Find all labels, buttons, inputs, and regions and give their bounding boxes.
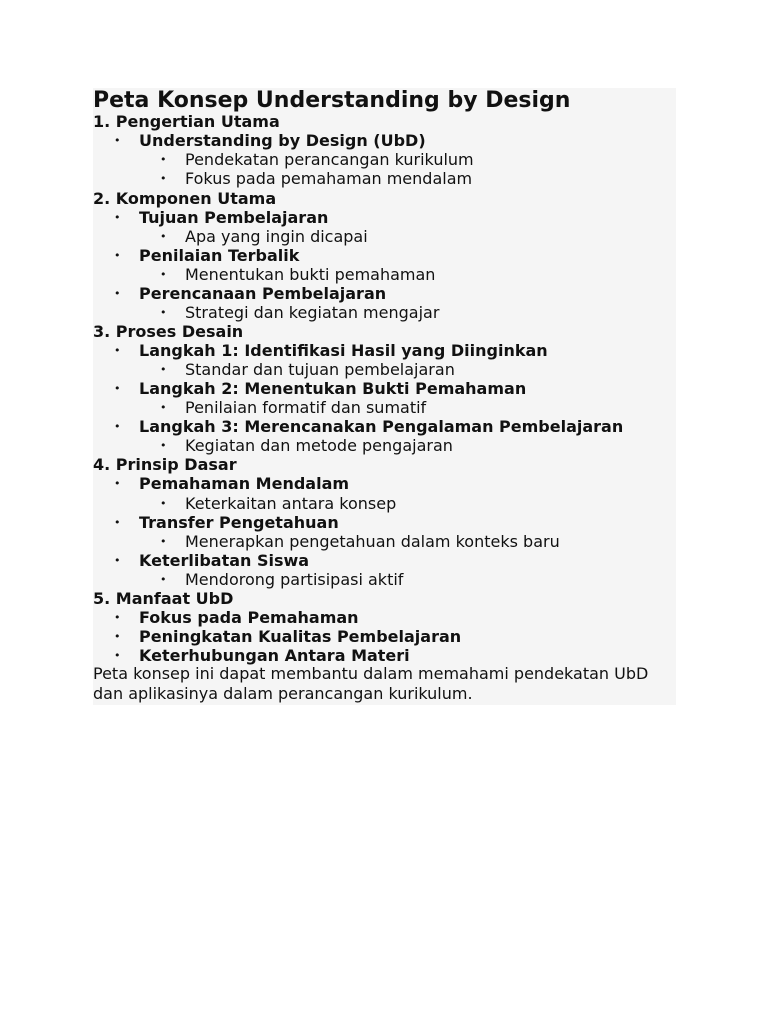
list-item (114, 417, 624, 436)
bullet-icon: • (114, 611, 121, 624)
section-heading: 1. Pengertian Utama (93, 112, 280, 131)
bullet-icon: • (160, 230, 167, 243)
section-heading: 3. Proses Desain (93, 322, 244, 341)
sub-list-item-label: Penilaian formatif dan sumatif (185, 398, 427, 417)
bullet-icon: • (114, 134, 121, 147)
list-item (114, 379, 527, 398)
list-item (114, 341, 548, 360)
sub-list-item (160, 570, 404, 589)
bullet-icon: • (114, 477, 121, 490)
sub-list-item (160, 360, 455, 379)
bullet-icon: • (160, 401, 167, 414)
page-title: Peta Konsep Understanding by Design (93, 88, 571, 113)
sub-list-item-label: Pendekatan perancangan kurikulum (185, 150, 474, 169)
bullet-icon: • (160, 497, 167, 510)
bullet-icon: • (114, 287, 121, 300)
section-heading: 4. Prinsip Dasar (93, 455, 237, 474)
bullet-icon: • (160, 153, 167, 166)
sub-list-item-label: Fokus pada pemahaman mendalam (185, 169, 473, 188)
bullet-icon: • (114, 420, 121, 433)
list-item-label: Langkah 1: Identifikasi Hasil yang Diinginkan (139, 341, 548, 360)
list-item-label: Understanding by Design (UbD) (139, 131, 426, 150)
bullet-icon: • (114, 630, 121, 643)
sub-list-item-label: Menentukan bukti pemahaman (185, 265, 436, 284)
bullet-icon: • (114, 649, 121, 662)
list-item (114, 474, 350, 493)
list-item (114, 513, 339, 532)
list-item (114, 608, 359, 627)
list-item-label: Langkah 3: Merencanakan Pengalaman Pembelajaran (139, 417, 624, 436)
sub-list-item (160, 532, 560, 551)
bullet-icon: • (114, 344, 121, 357)
bullet-icon: • (160, 172, 167, 185)
sub-list-item (160, 169, 473, 188)
closing-paragraph: Peta konsep ini dapat membantu dalam memahami pendekatan UbD dan aplikasinya dalam perancangan kurikulum. (93, 664, 649, 703)
list-item (114, 646, 410, 665)
sub-list-item (160, 398, 427, 417)
bullet-icon: • (114, 249, 121, 262)
list-item (114, 131, 426, 150)
bullet-icon: • (160, 306, 167, 319)
bullet-icon: • (114, 516, 121, 529)
bullet-icon: • (114, 382, 121, 395)
sub-list-item-label: Apa yang ingin dicapai (185, 227, 368, 246)
list-item (114, 551, 310, 570)
list-item-label: Keterlibatan Siswa (139, 551, 310, 570)
sub-list-item-label: Keterkaitan antara konsep (185, 494, 397, 513)
list-item-label: Langkah 2: Menentukan Bukti Pemahaman (139, 379, 527, 398)
list-item-label: Fokus pada Pemahaman (139, 608, 359, 627)
sub-list-item-label: Strategi dan kegiatan mengajar (185, 303, 440, 322)
list-item-label: Perencanaan Pembelajaran (139, 284, 387, 303)
list-item-label: Penilaian Terbalik (139, 246, 300, 265)
list-item-label: Peningkatan Kualitas Pembelajaran (139, 627, 462, 646)
bullet-icon: • (160, 439, 167, 452)
list-item (114, 284, 387, 303)
list-item-label: Tujuan Pembelajaran (139, 208, 329, 227)
section-heading: 2. Komponen Utama (93, 189, 277, 208)
document-page (93, 88, 676, 705)
sub-list-item-label: Menerapkan pengetahuan dalam konteks baru (185, 532, 560, 551)
sub-list-item (160, 303, 440, 322)
section-heading: 5. Manfaat UbD (93, 589, 234, 608)
sub-list-item (160, 227, 368, 246)
list-item-label: Keterhubungan Antara Materi (139, 646, 410, 665)
list-item (114, 208, 329, 227)
bullet-icon: • (160, 535, 167, 548)
sub-list-item-label: Mendorong partisipasi aktif (185, 570, 404, 589)
sub-list-item-label: Kegiatan dan metode pengajaran (185, 436, 453, 455)
sub-list-item (160, 494, 397, 513)
bullet-icon: • (160, 363, 167, 376)
list-item (114, 627, 462, 646)
bullet-icon: • (160, 573, 167, 586)
sub-list-item (160, 265, 436, 284)
list-item (114, 246, 300, 265)
bullet-icon: • (114, 211, 121, 224)
list-item-label: Transfer Pengetahuan (139, 513, 339, 532)
sub-list-item-label: Standar dan tujuan pembelajaran (185, 360, 455, 379)
bullet-icon: • (160, 268, 167, 281)
bullet-icon: • (114, 554, 121, 567)
sub-list-item (160, 436, 453, 455)
list-item-label: Pemahaman Mendalam (139, 474, 350, 493)
sub-list-item (160, 150, 474, 169)
